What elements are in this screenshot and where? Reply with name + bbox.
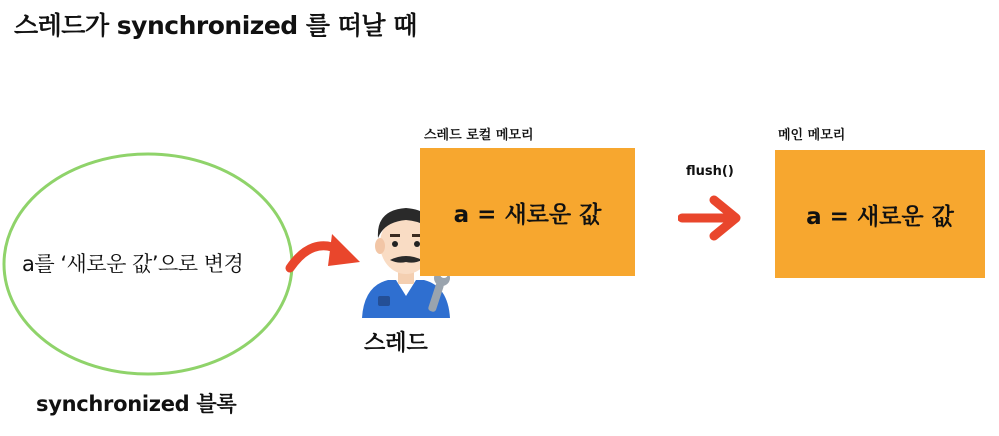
synchronized-block-text: a를 ‘새로운 값’으로 변경 bbox=[22, 252, 244, 276]
synchronized-block-label: synchronized 블록 bbox=[36, 392, 237, 416]
main-memory-box bbox=[775, 150, 985, 278]
flush-label: flush() bbox=[686, 164, 734, 179]
main-memory-caption: 메인 메모리 bbox=[778, 128, 846, 143]
page-title: 스레드가 synchronized 를 떠날 때 bbox=[14, 11, 417, 40]
main-memory-value: a = 새로운 값 bbox=[806, 203, 954, 230]
local-memory-caption: 스레드 로컬 메모리 bbox=[424, 128, 534, 143]
thread-label: 스레드 bbox=[364, 331, 428, 356]
flush-arrow-icon bbox=[678, 194, 748, 242]
local-memory-value: a = 새로운 값 bbox=[453, 201, 602, 228]
local-memory-box bbox=[420, 148, 635, 276]
curved-arrow-icon bbox=[284, 232, 364, 282]
